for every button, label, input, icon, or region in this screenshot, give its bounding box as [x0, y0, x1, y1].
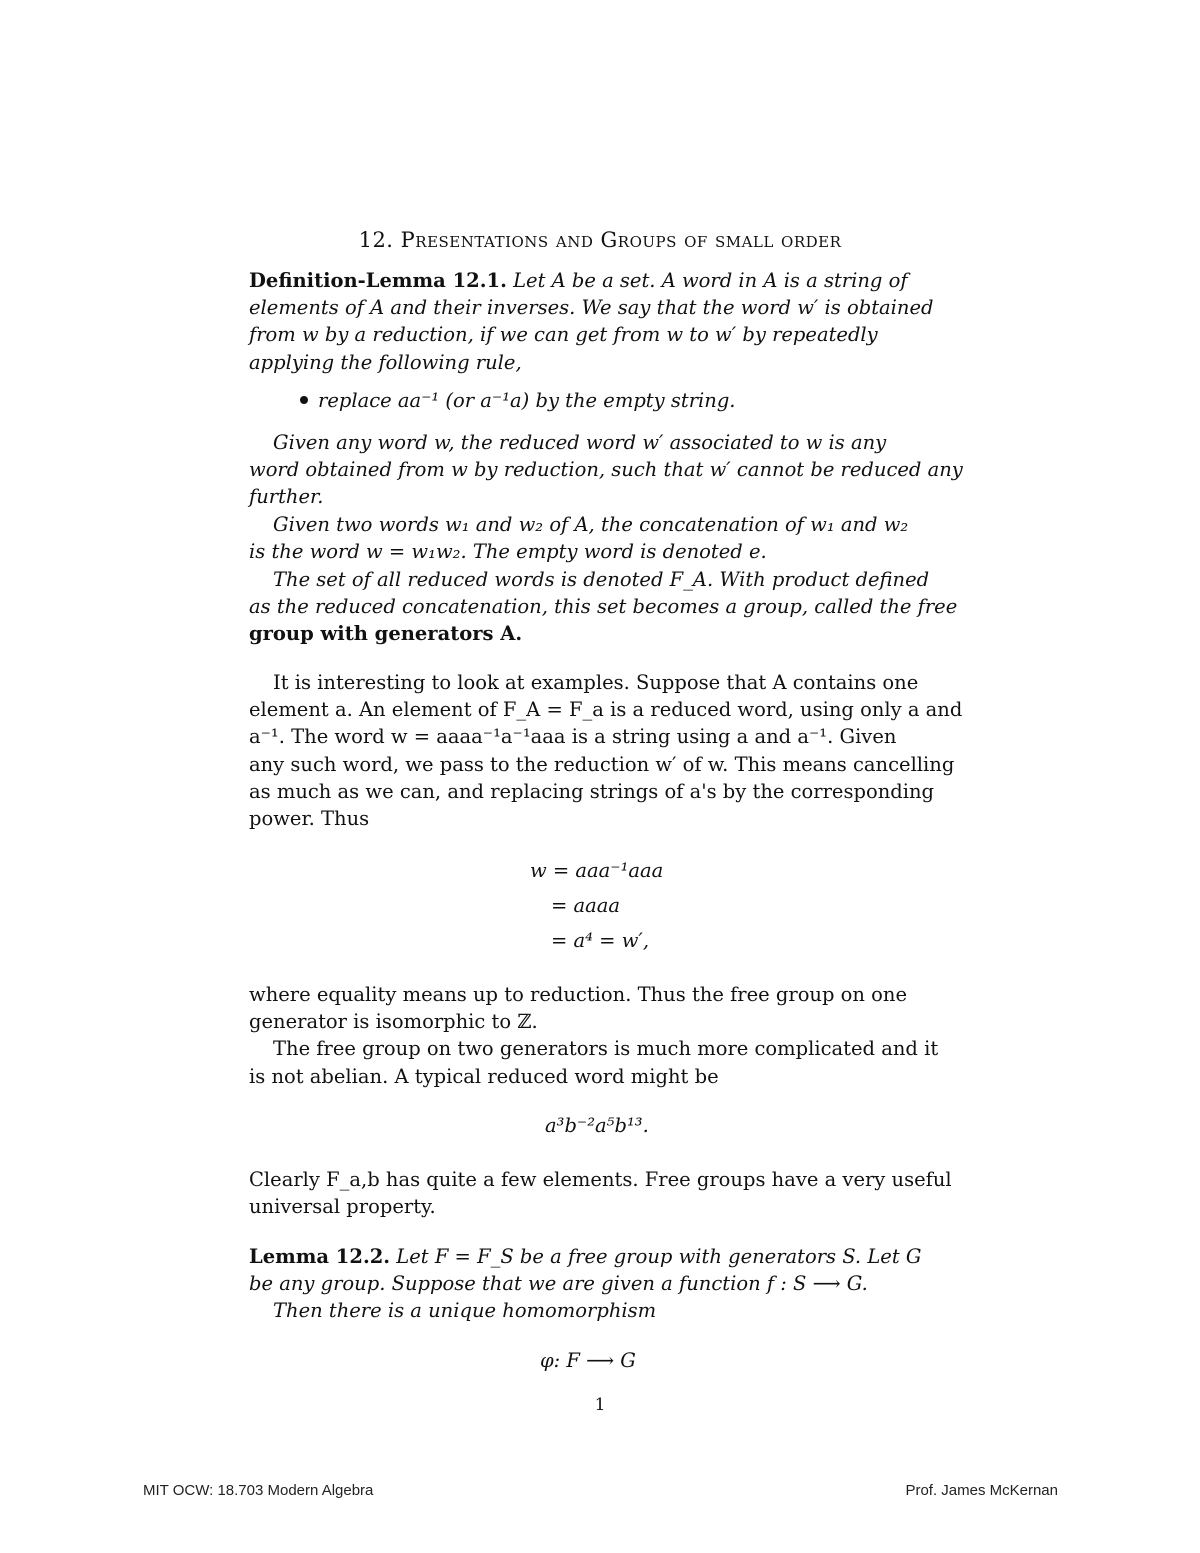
concatenation-line-1: Given two words w₁ and w₂ of A, the concatenation of w₁ and w₂ — [273, 513, 909, 536]
universal-property-line-2: universal property. — [249, 1195, 436, 1219]
definition-lemma-line-1: Let A be a set. A word in A is a string of — [513, 269, 908, 292]
footer-author: Prof. James McKernan — [905, 1482, 1058, 1499]
rule-bullet-item — [300, 389, 736, 412]
definition-lemma-paragraph — [249, 267, 953, 376]
examples-line-3: a⁻¹. The word w = aaaa⁻¹a⁻¹aaa is a string using a and a⁻¹. Given — [249, 725, 897, 749]
free-group-line-1: The set of all reduced words is denoted F_A. With product defined — [273, 568, 930, 591]
examples-line-2: element a. An element of F_A = F_a is a reduced word, using only a and — [249, 698, 963, 722]
examples-line-6: power. Thus — [249, 807, 370, 831]
lemma-line-2: be any group. Suppose that we are given a function f : S ⟶ G. — [249, 1272, 868, 1296]
free-group-paragraph — [249, 566, 958, 648]
lemma-line-3: Then there is a unique homomorphism — [273, 1299, 657, 1323]
reduced-word-line-2: word obtained from w by reduction, such that w′ cannot be reduced any — [249, 458, 963, 482]
isomorphism-line-1: where equality means up to reduction. Thus the free group on one — [249, 983, 908, 1006]
definition-lemma-line-4: applying the following rule, — [249, 350, 522, 374]
examples-line-4: any such word, we pass to the reduction w′ of w. This means cancelling — [249, 752, 955, 776]
lemma-label: Lemma 12.2. — [249, 1245, 391, 1268]
examples-line-5: as much as we can, and replacing strings of a's by the corresponding — [249, 779, 935, 803]
isomorphism-line-2: generator is isomorphic to ℤ. — [249, 1010, 538, 1034]
concatenation-line-2: is the word w = w₁w₂. The empty word is denoted e. — [249, 540, 767, 564]
two-generators-line-2: is not abelian. A typical reduced word might be — [249, 1064, 719, 1088]
universal-property-line-1: Clearly F_a,b has quite a few elements. Free groups have a very useful — [249, 1168, 952, 1191]
lemma-paragraph — [249, 1243, 953, 1325]
reduced-word-paragraph — [249, 429, 963, 511]
display-equation-reduced-word: a³b⁻²a⁵b¹³. — [545, 1114, 649, 1137]
free-group-line-2: as the reduced concatenation, this set becomes a group, called the free — [249, 595, 958, 619]
definition-lemma-label: Definition-Lemma 12.1. — [249, 269, 507, 292]
rule-bullet-text: replace aa⁻¹ (or a⁻¹a) by the empty string. — [318, 389, 736, 412]
lemma-line-1: Let F = F_S be a free group with generators S. Let G — [396, 1245, 922, 1268]
display-equation-row-3: = a⁴ = w′, — [551, 929, 650, 952]
examples-paragraph — [249, 669, 963, 832]
reduced-word-line-3: further. — [249, 485, 324, 509]
display-equation-homomorphism: φ: F ⟶ G — [540, 1349, 636, 1372]
concatenation-paragraph — [249, 511, 953, 565]
isomorphism-paragraph — [249, 981, 953, 1090]
free-group-line-3: group with generators A. — [249, 622, 523, 646]
definition-lemma-line-2: elements of A and their inverses. We say that the word w′ is obtained — [249, 296, 934, 320]
two-generators-line-1: The free group on two generators is much more complicated and it — [273, 1037, 939, 1061]
examples-line-1: It is interesting to look at examples. Suppose that A contains one — [273, 671, 919, 694]
footer-course: MIT OCW: 18.703 Modern Algebra — [143, 1482, 374, 1499]
page-number: 1 — [594, 1395, 606, 1415]
display-equation-row-2: = aaaa — [551, 894, 621, 917]
reduced-word-line-1: Given any word w, the reduced word w′ associated to w is any — [273, 431, 887, 454]
section-heading: 12. Presentations and Groups of small order — [358, 228, 842, 252]
bullet-icon — [300, 396, 308, 404]
universal-property-paragraph — [249, 1166, 953, 1220]
definition-lemma-line-3: from w by a reduction, if we can get from w to w′ by repeatedly — [249, 323, 878, 347]
display-equation-row-1: w = aaa⁻¹aaa — [530, 859, 664, 882]
